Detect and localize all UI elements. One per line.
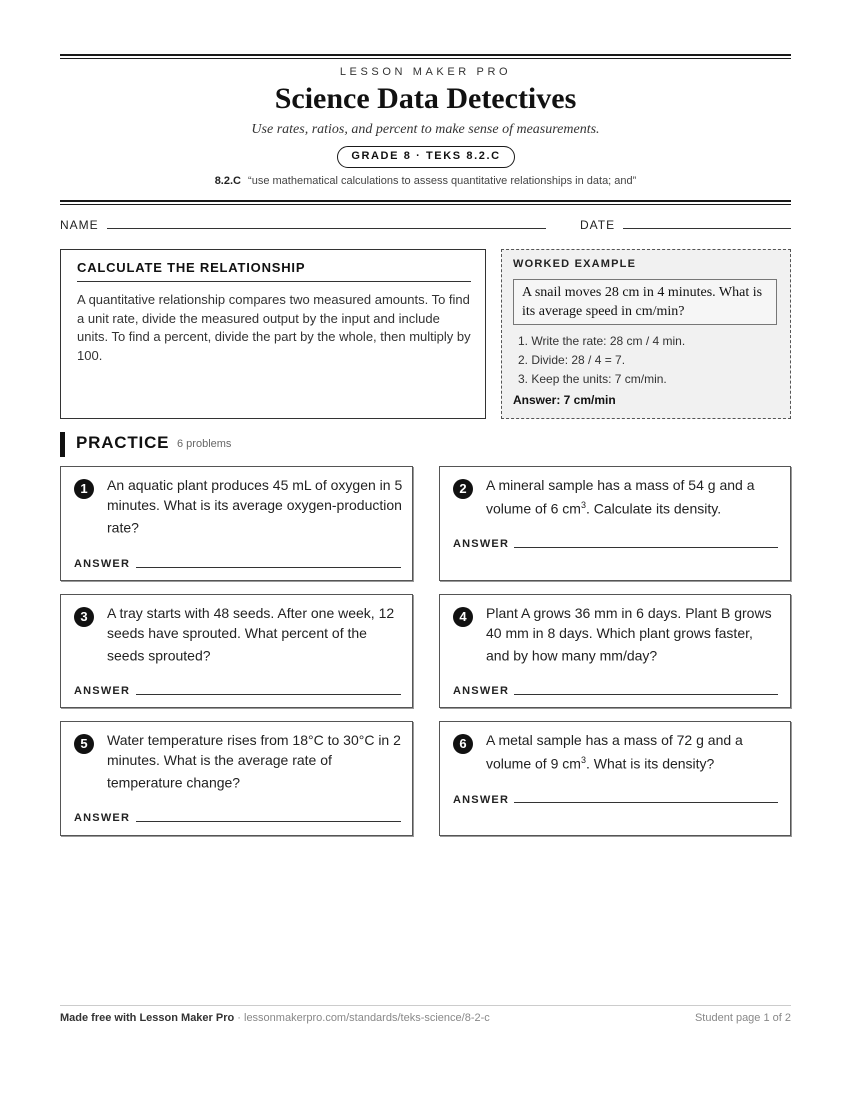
page-indicator: Student page 1 of 2 — [694, 1012, 791, 1024]
grade-badge: GRADE 8 · TEKS 8.2.C — [337, 146, 515, 168]
footer-url[interactable]: lessonmakerpro.com/standards/teks-science/8-2-c — [244, 1012, 490, 1024]
answer-write-line[interactable] — [136, 694, 401, 695]
worksheet-subtitle: Use rates, ratios, and percent to make sense of measurements. — [251, 122, 600, 137]
answer-label: ANSWER — [74, 685, 131, 697]
footer-made-with: Made free with Lesson Maker Pro — [60, 1012, 235, 1024]
answer-write-line[interactable] — [514, 694, 778, 695]
problem-card-4 — [439, 594, 791, 708]
problem-number-badge: 5 — [74, 734, 94, 754]
concept-panel — [60, 249, 486, 419]
problem-text: A mineral sample has a mass of 54 g and a volume of 6 $cm^3$. Calculate its density. — [486, 477, 755, 517]
name-write-line[interactable] — [107, 228, 546, 229]
problem-number-badge: 3 — [74, 607, 94, 627]
problem-text: An aquatic plant produces 45 mL of oxygen in 5 minutes. What is its average oxygen-production rate? — [107, 477, 403, 536]
standard-text: “use mathematical calculations to assess quantitative relationships in data; and” — [248, 175, 637, 187]
worked-example-panel — [501, 249, 791, 419]
answer-label: ANSWER — [74, 812, 131, 824]
answer-write-line[interactable] — [136, 567, 401, 568]
footer-credit: Made free with Lesson Maker Pro · lessonmakerpro.com/standards/teks-science/8-2-c — [60, 1012, 490, 1024]
standard-code: 8.2.C — [214, 175, 241, 187]
problem-card-3 — [60, 594, 413, 708]
problem-card-2 — [439, 466, 791, 581]
problem-number-badge: 1 — [74, 479, 94, 499]
worksheet-page — [60, 0, 791, 1100]
problem-text: Plant A grows 36 mm in 6 days. Plant B grows 40 mm in 8 days. Which plant grows faster, and by how many mm/day? — [486, 605, 772, 664]
answer-label: ANSWER — [453, 794, 510, 806]
worked-example-heading: WORKED EXAMPLE — [513, 258, 637, 270]
practice-title: PRACTICE — [76, 433, 170, 452]
worked-example-steps — [518, 332, 685, 389]
problem-card-1 — [60, 466, 413, 581]
answer-label: ANSWER — [453, 685, 510, 697]
practice-count: 6 problems — [177, 438, 232, 450]
problem-number-badge: 4 — [453, 607, 473, 627]
worked-example-step: 3. Keep the units: 7 cm/min. — [518, 372, 667, 386]
problem-card-6 — [439, 721, 791, 836]
answer-write-line[interactable] — [514, 547, 778, 548]
answer-label: ANSWER — [74, 558, 131, 570]
brand-name: LESSON MAKER PRO — [339, 66, 512, 78]
worksheet-title: Science Data Detectives — [274, 82, 577, 115]
problem-text: A tray starts with 48 seeds. After one week, 12 seeds have sprouted. What percent of the seeds sprouted? — [107, 605, 395, 664]
footer-rule — [60, 1005, 791, 1006]
concept-body: A quantitative relationship compares two measured amounts. To find a unit rate, divide the measured output by the input and include units. To find a percent, divide the part by the whole, then multiply by 100. — [77, 292, 471, 363]
header-bottom-rule — [60, 200, 791, 205]
answer-label: ANSWER — [453, 538, 510, 550]
answer-write-line[interactable] — [136, 821, 401, 822]
problem-card-5 — [60, 721, 413, 836]
practice-accent-bar — [60, 432, 65, 457]
date-label: DATE — [580, 218, 616, 232]
concept-heading: CALCULATE THE RELATIONSHIP — [77, 260, 471, 282]
problem-number-badge: 6 — [453, 734, 473, 754]
worked-example-answer: Answer: 7 cm/min — [513, 393, 616, 407]
problem-text: A metal sample has a mass of 72 g and a volume of 9 $cm^3$. What is its density? — [486, 732, 743, 772]
problem-text: Water temperature rises from 18°C to 30°C in 2 minutes. What is the average rate of temperature change? — [107, 732, 401, 791]
header-top-rule — [60, 54, 791, 59]
worked-example-question: A snail moves 28 cm in 4 minutes. What is its average speed in cm/min? — [513, 279, 777, 325]
worked-example-step: 2. Divide: 28 / 4 = 7. — [518, 353, 626, 367]
problem-number-badge: 2 — [453, 479, 473, 499]
standard-statement — [60, 175, 791, 187]
worked-example-step: 1. Write the rate: 28 cm / 4 min. — [518, 334, 686, 348]
date-write-line[interactable] — [623, 228, 791, 229]
answer-write-line[interactable] — [514, 802, 778, 803]
name-label: NAME — [60, 218, 99, 232]
